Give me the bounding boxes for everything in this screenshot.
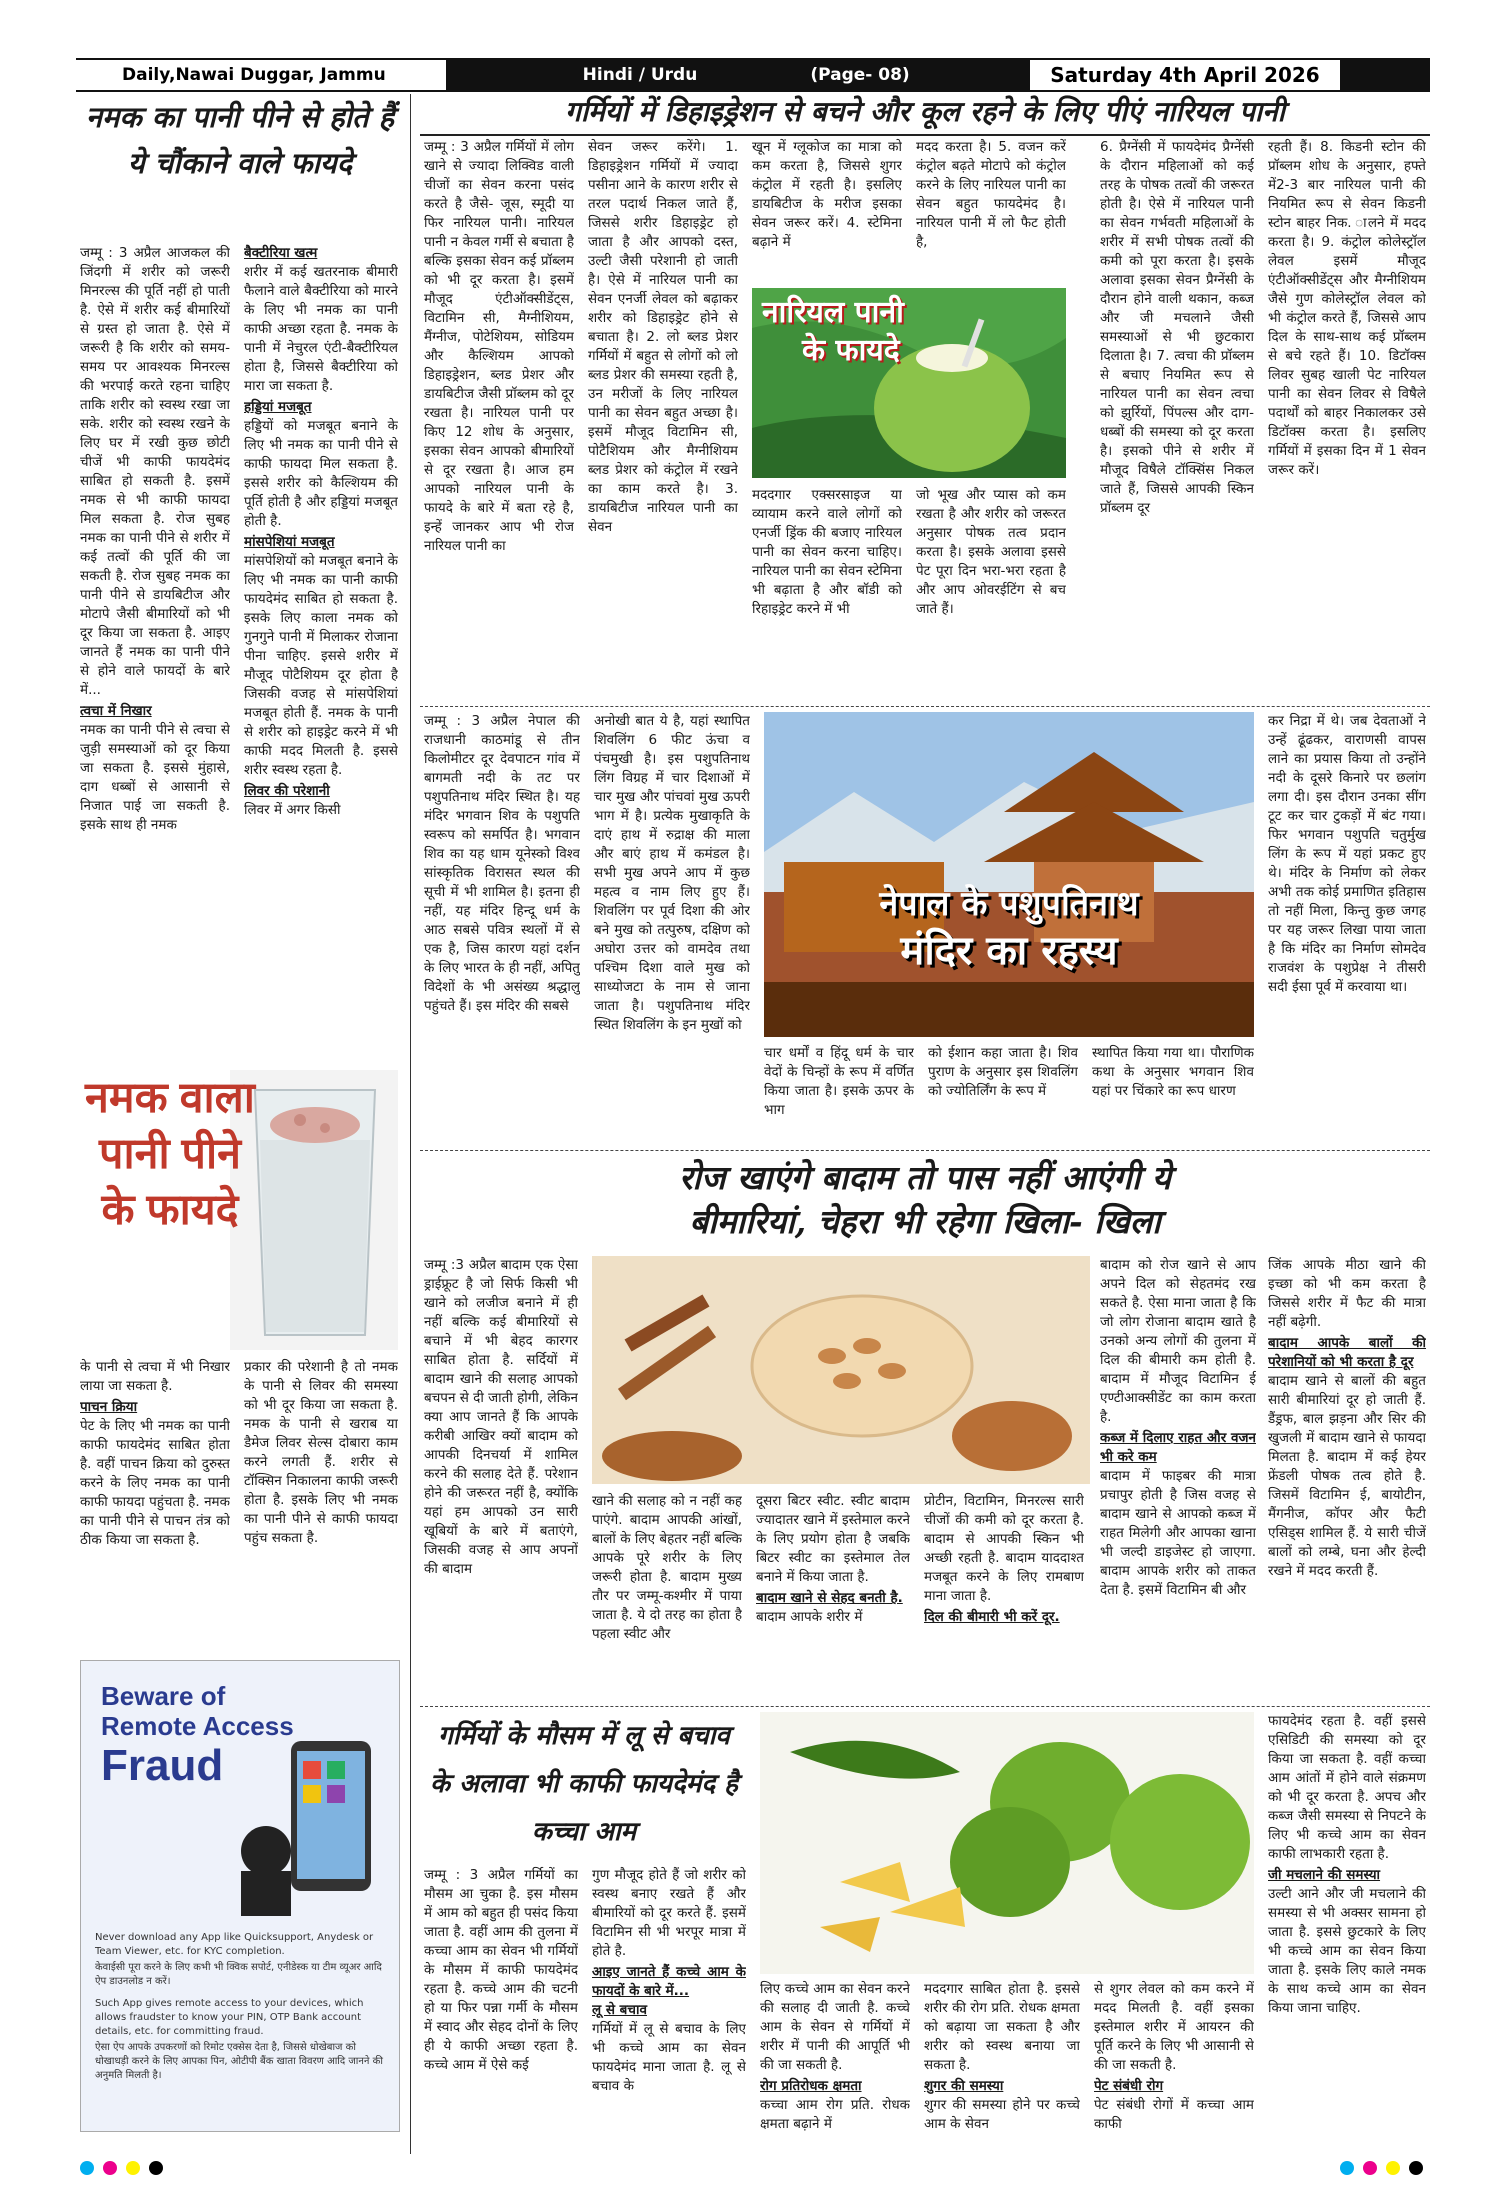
mango-c2a-text: गुण मौजूद होते हैं जो शरीर को स्वस्थ बनाए रखते हैं और बीमारियों को दूर करते हैं. इसमें विटामिन सी भी भरपूर मात्रा में होते है. [592, 1867, 746, 1959]
mango-sub-c2: आइए जानते हैं कच्चे आम के फायदों के बारे में... [592, 1964, 746, 1999]
nepal-col-5 [1092, 1044, 1254, 1144]
coconut-c1-text: जम्मू : 3 अप्रैल गर्मियों में लोग खाने से ज्यादा लिक्विड वाली चीजों का सेवन करना पसंद करते है जैसे- जूस, स्मूदी या फिर नारियल पानी। नारियल पानी न केवल गर्मी से बचाता है बल्कि इसका सेवन कई प्रॉब्लम को भी दूर करता है। इसमें मौजूद एंटीऑक्सीडेंट्स, विटामिन सी, मैग्नीशियम, मैंग्नीज, पोटेशियम, सोडियम और कैल्शियम आपको डिहाइड्रेशन, ब्लड प्रेशर और डायबिटीज जैसी प्रॉब्लम को दूर रखता है। नारियल पानी पर किए 12 शोध के अनुसार, इसका सेवन आपको बीमारियों से दूर रखता है। आज हम आपको नारियल पानी के फायदे के बारे में बता रहे है, इन्हें जानकर आप भी रोज नारियल पानी का [424, 139, 574, 554]
coconut-col-3b [752, 486, 902, 678]
coconut-c2-text: सेवन जरूर करेंगे। 1. डिहाइड्रेशन गर्मियों में ज्यादा पसीना आने के कारण शरीर से तरल पदार्थ निकल जाते हैं, जिससे शरीर डिहाइड्रेट हो जाता है और आपको दस्त, उल्टी जैसी परेशानी हो जाती है। ऐसे में नारियल पानी का सेवन एनर्जी लेवल को बढ़ाकर शरीर को डिहाइड्रेट होने से बचाता है। 2. लो ब्लड प्रेशर गर्मियों में बहुत से लोगों को लो ब्लड प्रेशर की समस्या रहती है, उन मरीजों के लिए नारियल पानी का सेवन बहुत अच्छा है। इसमें मौजूद विटामिन सी, पोटैशियम और मैग्नीशियम ब्लड प्रेशर को कंट्रोल में रखने का काम करते है। 3. डायबिटीज नारियल पानी का सेवन [588, 139, 738, 535]
almond-headline-2: बीमारियां, चेहरा भी रहेगा खिला- खिला [689, 1202, 1161, 1241]
coconut-c3b-text: मददगार एक्सरसाइज या व्यायाम करने वाले लोगों को एनर्जी ड्रिंक की बजाए नारियल पानी का सेवन करना चाहिए। नारियल पानी का सेवन स्टेमिना भी बढ़ाता है और बॉडी को रिहाइड्रेट करने में भी [752, 487, 902, 617]
nepal-col-3 [764, 1044, 914, 1144]
almond-c5a-text: बादाम को रोज खाने से आप अपने दिल को सेहतमंद रख सकते है. ऐसा माना जाता है कि जो लोग रोजाना बादाम खाते है उनको अन्य लोगों की तुलना में दिल की बीमारी कम होती है. बादाम में मौजूद विटामिन ई एण्टीआक्सीडेंट का काम करता है. [1100, 1257, 1256, 1425]
mango-sub-c5: पेट संबंधी रोग [1094, 2078, 1164, 2094]
almond-sub-c4: दिल की बीमारी भी करें दूर. [924, 1609, 1060, 1625]
mango-col-1 [424, 1866, 578, 2156]
nepal-col-2 [594, 712, 750, 1142]
remote-access-fraud-ad [80, 1660, 400, 2132]
ad-bullet-2-hi: ऐसा ऐप आपके उपकरणों को रिमोट एक्सेस देता है, जिससे धोखेबाज को धोखाधड़ी करने के लिए आपका पिन, ओटीपी बैंक खाता विवरण आदि जानने की अनुमति मिलती है। [95, 2042, 383, 2081]
coconut-col-5 [1100, 138, 1254, 678]
almond-bottom-rule [420, 1706, 1430, 1708]
salt-col3a-text: के पानी से त्वचा में भी निखार लाया जा सकता है. [80, 1359, 230, 1394]
cyan-mark-icon [80, 2161, 94, 2175]
coconut-image-title [762, 294, 904, 370]
issue-date: Saturday 4th April 2026 [1030, 60, 1340, 90]
almond-c3b-text: बादाम आपके शरीर में [756, 1609, 863, 1625]
mango-c6a-text: फायदेमंद रहता है. वहीं इससे एसिडिटी की समस्या को दूर किया जा सकता है. वहीं कच्चा आम आंतों में होने वाले संक्रमण को भी दूर करता है. अपच और कब्ज जैसी समस्या से निपटने के लिए भी कच्चे आम का सेवन काफी लाभकारी रहता है. [1268, 1713, 1426, 1862]
almond-col-5 [1100, 1256, 1256, 1696]
yellow-mark-icon [126, 2161, 140, 2175]
nepal-c1-text: जम्मू : 3 अप्रैल नेपाल की राजधानी काठमांडू से तीन किलोमीटर दूर देवपाटन गांव में बागमती नदी के तट पर पशुपतिनाथ मंदिर स्थित है। यह मंदिर भगवान शिव के पशुपति स्वरूप को समर्पित है। भगवान शिव का यह धाम यूनेस्को विश्व सांस्कृतिक विरासत स्थल की सूची में भी शामिल है। इतना ही नहीं, यह मंदिर हिन्दू धर्म के आठ सबसे पवित्र स्थलों में से एक है, जिस कारण यहां दर्शन के लिए भारत के ही नहीं, अपितु विदेशों के भी असंख्य श्रद्धालु पहुंचते हैं। इस मंदिर की सबसे [424, 713, 580, 1014]
almond-col-6 [1268, 1256, 1426, 1696]
coconut-headline-rule [420, 134, 1430, 136]
coconut-bottom-rule [420, 706, 1430, 708]
salt-sub-liver: लिवर की परेशानी [244, 783, 330, 799]
coconut-headline: गर्मियों में डिहाइड्रेशन से बचने और कूल रहने के लिए पीएं नारियल पानी [565, 95, 1285, 128]
nepal-image-title-2: मंदिर का रहस्य [900, 928, 1118, 974]
salt-col-4 [244, 1358, 398, 1658]
salt-col2-text: शरीर में कई खतरनाक बीमारी फैलाने वाले बैक्टीरिया को मारने के लिए भी नमक का पानी काफी अच्छा रहता है. नमक के पानी में नेचुरल एंटी-बैक्टीरियल होता है, जिससे बैक्टीरिया को मारा जा सकता है. [244, 264, 398, 394]
magenta-mark-icon [103, 2161, 117, 2175]
black-mark-icon [149, 2161, 163, 2175]
coconut-col-4a [916, 138, 1066, 288]
nepal-col-4 [928, 1044, 1078, 1144]
coconut-col-3a [752, 138, 902, 288]
salt-col1b-text: नमक का पानी पीने से त्वचा से जुड़ी समस्याओं को दूर किया जा सकता है. इससे मुंहासे, दाग धब्बों से आसानी से निजात पाई जा सकती है. इसके साथ ही नमक [80, 722, 230, 833]
coconut-c6-text: रहती हैं। 8. किडनी स्टोन की प्रॉब्लम शोध के अनुसार, हफ्ते में2-3 बार नारियल पानी की नियमित रूप से सेवन किडनी स्टोन बाहर निक. ालने में मदद करता है। 9. कंट्रोल कोलेस्ट्रॉल लेवल इसमें मौजूद एंटीऑक्सीडेंट्स और मैग्नीशियम जैसे गुण कोलेस्ट्रॉल लेवल को भी कंट्रोल करते हैं, जिससे आप दिल के साथ-साथ कई प्रॉब्लम से बचे रहते हैं। 10. डिटॉक्स लिवर सुबह खाली पेट नारियल पानी का सेवन लिवर से विषैले पदार्थों को बाहर निकालकर उसे डिटॉक्स करता है। इसलिए गर्मियों में इसका दिन में 1 सेवन जरूर करें। [1268, 139, 1426, 478]
language-label: Hindi / Urdu [582, 65, 698, 85]
page-number: (Page- 08) [810, 65, 910, 85]
salt-sub-bacteria: बैक्टीरिया खत्म [244, 245, 318, 261]
mango-sub-c6: जी मचलाने की समस्या [1268, 1867, 1381, 1883]
coconut-c3a-text: खून में ग्लूकोज का मात्रा को कम करता है, जिससे शुगर कंट्रोल में रहती है। इसलिए डायबिटीज के मरीज इसका सेवन जरूर करें। 4. स्टेमिना बढ़ाने में [752, 139, 902, 250]
salt-image-caption: नमक वाला पानी पीने के फायदे [85, 1074, 255, 1234]
mango-col-3 [760, 1980, 910, 2156]
salt-col-3 [80, 1358, 230, 1658]
nepal-col-1 [424, 712, 580, 1142]
cmyk-marks-left [80, 2160, 167, 2179]
salt-col2d-text: लिवर में अगर किसी [244, 802, 341, 818]
nepal-c3-text: चार धर्मों व हिंदू धर्म के चार वेदों के चिन्हों के रूप में वर्णित किया जाता है। इसके ऊपर के भाग [764, 1045, 914, 1118]
salt-water-image [80, 1070, 398, 1350]
coconut-image-title-2: के फायदे [802, 333, 900, 368]
almond-col-3 [756, 1492, 910, 1696]
coconut-col-4b [916, 486, 1066, 678]
coconut-image-title-1: नारियल पानी [762, 295, 904, 330]
cyan-mark-icon [1340, 2161, 1354, 2175]
mango-c2b-text: गर्मियों में लू से बचाव के लिए भी कच्चे आम का सेवन फायदेमंद माना जाता है. लू से बचाव के [592, 2021, 746, 2094]
nepal-c6-text: कर निद्रा में थे। जब देवताओं ने उन्हें ढूंढकर, वाराणसी वापस लाने का प्रयास किया तो उन्होंने नदी के दूसरे किनारे पर छलांग लगा दी। इस दौरान उनका सींग टूट कर चार टुकड़ों में बंट गया। फिर भगवान पशुपति चतुर्मुख लिंग के रूप में यहां प्रकट हुए थे। मंदिर के निर्माण को लेकर अभी तक कोई प्रमाणित इतिहास तो नहीं मिला, किन्तु कुछ जगह पर यह जरूर लिखा पाया जाता है कि मंदिर का निर्माण सोमदेव राजवंश के पशुप्रेक्ष ने तीसरी सदी ईसा पूर्व में करवाया था। [1268, 713, 1426, 995]
nepal-image-title [764, 882, 1254, 976]
mango-sub-c3: रोग प्रतिरोधक क्षमता [760, 2078, 862, 2094]
coconut-col-1 [424, 138, 574, 678]
coconut-c4b-text: जो भूख और प्यास को कम रखता है और शरीर को जरूरत अनुसार पोषक तत्व प्रदान करता है। इसके अलावा इससे पेट पूरा दिन भरा-भरा रहता है और आप ओवरईटिंग से बच जाते हैं। [916, 487, 1066, 617]
salt-sub-muscles: मांसपेशियां मजबूत [244, 534, 335, 550]
mango-image [760, 1712, 1254, 1974]
salt-col2c-text: मांसपेशियों को मजबूत बनाने के लिए भी नमक का पानी काफी फायदेमंद साबित हो सकता है. इसके लिए काला नमक को गुनगुने पानी में मिलाकर रोजाना पीना चाहिए. इससे शरीर में मौजूद पोटैशियम दूर होता है जिसकी वजह से मांसपेशियां मजबूत होती हैं. नमक के पानी से शरीर को हाइड्रेट करने में भी काफी मदद मिलती है. इससे शरीर स्वस्थ रहता है. [244, 553, 398, 778]
mango-col-6 [1268, 1712, 1426, 2156]
salt-sub-skin: त्वचा में निखार [80, 703, 152, 719]
ad-title-2: Remote Access [101, 1711, 294, 1741]
almond-c5b-text: बादाम में फाइबर की मात्रा प्रचापुर होती है जिस वजह से बादाम खाने से आपको कब्ज में राहत मिलेगी और आपका खाना भी जल्दी डाइजेस्ट हो जाएगा. बादाम आपके शरीर को ताकत देता है. इसमें विटामिन बी और [1100, 1468, 1256, 1598]
mango-col-4 [924, 1980, 1080, 2156]
mango-illustration [760, 1712, 1254, 1974]
magenta-mark-icon [1363, 2161, 1377, 2175]
salt-col-2 [244, 244, 398, 1064]
almond-c4-text: प्रोटीन, विटामिन, मिनरल्स सारी चीजों की कमी को दूर करता है. बादाम से आपकी स्किन भी अच्छी रहती है. बादाम याददाश्त मजबूत करने के लिए रामबाण माना जाता है. [924, 1493, 1084, 1604]
mango-sub-c2b: लू से बचाव [592, 2002, 647, 2018]
mango-c4-text: मददगार साबित होता है. इससे शरीर की रोग प्रति. रोधक क्षमता को बढ़ाया जा सकता है और शरीर को स्वस्थ बनाया जा सकता है. [924, 1981, 1080, 2073]
mango-sub-c4: शुगर की समस्या [924, 2078, 1004, 2094]
salt-col1-text: जम्मू : 3 अप्रैल आजकल की जिंदगी में शरीर को जरूरी मिनरल्स की पूर्ति नहीं हो पाती है. ऐसे में शरीर कई बीमारियों से ग्रस्त हो जाता है. ऐसे में जरूरी है कि शरीर को समय-समय पर आवश्यक मिनरल्स की भरपाई करते रहना चाहिए ताकि शरीर को स्वस्थ रखा जा सके. शरीर को स्वस्थ रखने के लिए घर में रखी कुछ छोटी चीजें भी काफी फायदेमंद साबित हो सकती है. इसमें नमक से भी काफी फायदा मिल सकता है. रोज सुबह नमक का पानी पीने से शरीर में कई तत्वों की पूर्ति की जा सकती है. रोज सुबह नमक का पानी पीने से डायबिटीज और मोटापे जैसी बीमारियों को भी दूर किया जा सकता है. आइए जानते हैं नमक का पानी पीने से होने वाले फायदों के बारे में... [80, 245, 230, 698]
almond-sub-c5: कब्ज में दिलाए राहत और वजन भी करे कम [1100, 1430, 1256, 1465]
nepal-temple-image [764, 712, 1254, 1037]
almond-c6b-text: बादाम खाने से बालों की बहुत सारी बीमारियां दूर हो जाती हैं. डैंड्रफ, बाल झड़ना और सिर की खुजली में बादाम खाने से फायदा मिलता है. बादाम में कई हेयर फ्रेंडली पोषक तत्व होते है. जिसमें विटामिन ई, बायोटीन, मैंगनीज, कॉपर और फैटी एसिड्स शामिल हैं. ये सारी चीजें बालों को लम्बे, घना और हेल्दी रखने में मदद करती हैं. [1268, 1373, 1426, 1579]
mango-c6b-text: उल्टी आने और जी मचलाने की समस्या से भी अक्सर सामना हो जाता है. इससे छुटकारे के लिए भी कच्चे आम का सेवन किया जाता है. इसके लिए काले नमक के साथ कच्चे आम का सेवन किया जाना चाहिए. [1268, 1886, 1426, 2016]
almond-sub-c6: बादाम आपके बालों की परेशानियों को भी करता है दूर [1268, 1335, 1426, 1370]
salt-headline: नमक का पानी पीने से होते हैं ये चौंकाने वाले फायदे [85, 100, 395, 180]
coconut-col-2 [588, 138, 738, 678]
nepal-bottom-rule [420, 1150, 1430, 1152]
paper-name: Daily,Nawai Duggar, Jammu [76, 60, 446, 90]
ad-bullets [95, 1931, 387, 2083]
almond-sub-c3: बादाम खाने से सेहद बनती है. [756, 1590, 903, 1606]
yellow-mark-icon [1386, 2161, 1400, 2175]
salt-col2b-text: हड्डियों को मजबूत बनाने के लिए भी नमक का पानी पीने से काफी फायदा मिल सकता है. इससे शरीर को कैल्शियम की पूर्ति होती है और हड्डियां मजबूत होती है. [244, 418, 398, 529]
salt-col3b-text: पेट के लिए भी नमक का पानी काफी फायदेमंद साबित होता है. वहीं पाचन क्रिया को दुरुस्त करने के लिए नमक का पानी काफी फायदा पहुंचता है. नमक का पानी पीने से पाचन तंत्र को ठीक किया जा सकता है. [80, 1418, 230, 1548]
salt-col-1 [80, 244, 230, 1064]
mango-c3b-text: कच्चा आम रोग प्रति. रोधक क्षमता बढ़ाने में [760, 2097, 910, 2132]
almond-headline [420, 1156, 1430, 1246]
almond-c3-text: दूसरा बिटर स्वीट. स्वीट बादाम ज्यादातर खाने में इस्तेमाल करने के लिए प्रयोग होता है जबकि बिटर स्वीट का इस्तेमाल तेल बनाने में किया जाता है. [756, 1493, 910, 1585]
coconut-c5-text: 6. प्रैग्नेंसी में फायदेमंद प्रैग्नेंसी के दौरान महिलाओं को कई तरह के पोषक तत्वों की जरूरत होती है। ऐसे में नारियल पानी का सेवन गर्भवती महिलाओं के शरीर में सभी पोषक तत्वों की कमी को पूरा करता है। इसके अलावा इसका सेवन प्रैग्नेंसी के दौरान होने वाली थकान, कब्ज और जी मचलाने जैसी समस्याओं से भी छुटकारा दिलाता है। 7. त्वचा की प्रॉब्लम से बचाए नियमित रूप से नारियल पानी का सेवन त्वचा को झुर्रियों, पिंपल्स और दाग-धब्बों की समस्या को दूर करता है। इसको पीने से शरीर में मौजूद विषैले टॉक्सिंस निकल जाते हैं, जिससे आपकी स्किन प्रॉब्लम दूर [1100, 139, 1254, 516]
almond-headline-1: रोज खाएंगे बादाम तो पास नहीं आएंगी ये [678, 1158, 1172, 1197]
almond-col-1 [424, 1256, 578, 1696]
cmyk-marks-right [1340, 2160, 1427, 2179]
almond-col-4 [924, 1492, 1084, 1696]
mango-c4b-text: शुगर की समस्या होने पर कच्चे आम के सेवन [924, 2097, 1080, 2132]
coconut-col-6 [1268, 138, 1426, 678]
temple-illustration [764, 712, 1254, 1037]
salt-sub-bones: हड्डियां मजबूत [244, 399, 312, 415]
mango-headline: गर्मियों के मौसम में लू से बचाव के अलावा भी काफी फायदेमंद है कच्चा आम [430, 1721, 738, 1847]
nepal-image-title-1: नेपाल के पशुपतिनाथ [879, 884, 1139, 924]
mango-col-5 [1094, 1980, 1254, 2156]
mango-c5b-text: पेट संबंधी रोगों में कच्चा आम काफी [1094, 2097, 1254, 2132]
mango-c5-text: से शुगर लेवल को कम करने में मदद मिलती है. वहीं इसका इस्तेमाल शरीर में आयरन की पूर्ति करने के लिए भी आसानी से की जा सकती है. [1094, 1981, 1254, 2073]
almond-c1-text: जम्मू :3 अप्रैल बादाम एक ऐसा ड्राईफ्रूट है जो सिर्फ किसी भी खाने को लजीज बनाने में ही नहीं बल्कि कई बीमारियों से बचाने में भी बेहद कारगर साबित होता है. सर्दियों में बादाम खाने की सलाह आपको बचपन से दी जाती होगी, लेकिन क्या आप जानते हैं कि आपके करीबी आखिर क्यों बादाम को आपकी दिनचर्या में शामिल करने की सलाह देते हैं. परेशान होने की जरूरत नहीं है, क्योंकि यहां हम आपको उन सारी खूबियों के बारे में बताएंगे, जिसकी वजह से आप अपनों की बादाम [424, 1257, 578, 1577]
coconut-image [752, 288, 1066, 478]
mango-c1-text: जम्मू : 3 अप्रैल गर्मियों का मौसम आ चुका है. इस मौसम में आम को बहुत ही पसंद किया जाता है. वहीं आम की तुलना में कच्चा आम का सेवन भी गर्मियों के मौसम में काफी फायदेमंद रहता है. कच्चे आम की चटनी हो या फिर पन्ना गर्मी के मौसम में स्वाद और सेहद दोनों के लिए ही ये काफी अच्छा रहता है. कच्चे आम में ऐसे कई [424, 1867, 578, 2073]
black-mark-icon [1409, 2161, 1423, 2175]
coconut-c4a-text: मदद करता है। 5. वजन करें कंट्रोल बढ़ते मोटापे को कंट्रोल करने के लिए नारियल पानी का सेवन बहुत फायदेमंद है। नारियल पानी में लो फैट होती है, [916, 139, 1066, 250]
nepal-col-6 [1268, 712, 1426, 1142]
ad-title-1: Beware of [101, 1681, 226, 1711]
nepal-c4-text: को ईशान कहा जाता है। शिव पुराण के अनुसार इस शिवलिंग को ज्योतिर्लिंग के रूप में [928, 1045, 1078, 1099]
salt-col4a-text: प्रकार की परेशानी है तो नमक के पानी से लिवर की समस्या को भी दूर किया जा सकता है. नमक के पानी से खराब या डैमेज लिवर सेल्स दोबारा काम करने लगती हैं. शरीर से टॉक्सिन निकालना काफी जरूरी होता है. इसके लिए भी नमक का पानी पीने से काफी फायदा पहुंच सकता है. [244, 1359, 398, 1546]
almond-image [592, 1256, 1090, 1484]
column-divider-left [410, 94, 411, 2154]
hacker-phone-icon [231, 1721, 391, 1921]
mango-c3-text: लिए कच्चे आम का सेवन करने की सलाह दी जाती है. कच्चे आम के सेवन से गर्मियों में शरीर में पानी की आपूर्ति भी की जा सकती है. [760, 1981, 910, 2073]
ad-bullet-1-en: Never download any App like Quicksupport, Anydesk or Team Viewer, etc. for KYC completion. [95, 1932, 374, 1957]
ad-bullet-2-en: Such App gives remote access to your devices, which allows fraudster to know your PIN, OTP Bank account details, etc. for committing fraud. [95, 1998, 364, 2037]
almond-illustration [592, 1256, 1090, 1484]
ad-bullet-1-hi: केवाईसी पूरा करने के लिए कभी भी क्विक सपोर्ट, एनीडेस्क या टीम व्यूअर आदि ऐप डाउनलोड न करें। [95, 1962, 382, 1987]
almond-col-2 [592, 1492, 742, 1696]
nepal-c2-text: अनोखी बात ये है, यहां स्थापित शिवलिंग 6 फीट ऊंचा व पंचमुखी है। इस पशुपतिनाथ लिंग विग्रह में चार दिशाओं में चार मुख और पांचवां मुख ऊपरी भाग में है। प्रत्येक मुखाकृति के दाएं हाथ में रुद्राक्ष की माला और बाएं हाथ में कमंडल है। सभी मुख अपने आप में कुछ महत्व व नाम लिए हुए हैं। शिवलिंग पर पूर्व दिशा की ओर बने मुख को तत्पुरुष, दक्षिण को अघोरा उत्तर को वामदेव तथा पश्चिम दिशा वाले मुख को साध्योजटा के नाम से जाना जाता है। पशुपतिनाथ मंदिर स्थित शिवलिंग के इन मुखों को [594, 713, 750, 1033]
mango-col-2 [592, 1866, 746, 2156]
almond-c2-text: खाने की सलाह को न नहीं कह पाएंगे. बादाम आपकी आंखों, बालों के लिए बेहतर नहीं बल्कि आपके पूरे शरीर के लिए जरूरी होता है. बादाम मुख्य तौर पर जम्मू-कश्मीर में पाया जाता है. ये दो तरह का होता है पहला स्वीट और [592, 1493, 742, 1642]
almond-c6a-text: जिंक आपके मीठा खाने की इच्छा को भी कम करता है जिससे शरीर में फैट की मात्रा नहीं बढ़ेगी. [1268, 1257, 1426, 1330]
nepal-c5-text: स्थापित किया गया था। पौराणिक कथा के अनुसार भगवान शिव यहां पर चिंकारे का रूप धारण [1092, 1045, 1254, 1099]
ad-title-3: Fraud [101, 1741, 224, 1790]
salt-sub-digest: पाचन क्रिया [80, 1399, 138, 1415]
